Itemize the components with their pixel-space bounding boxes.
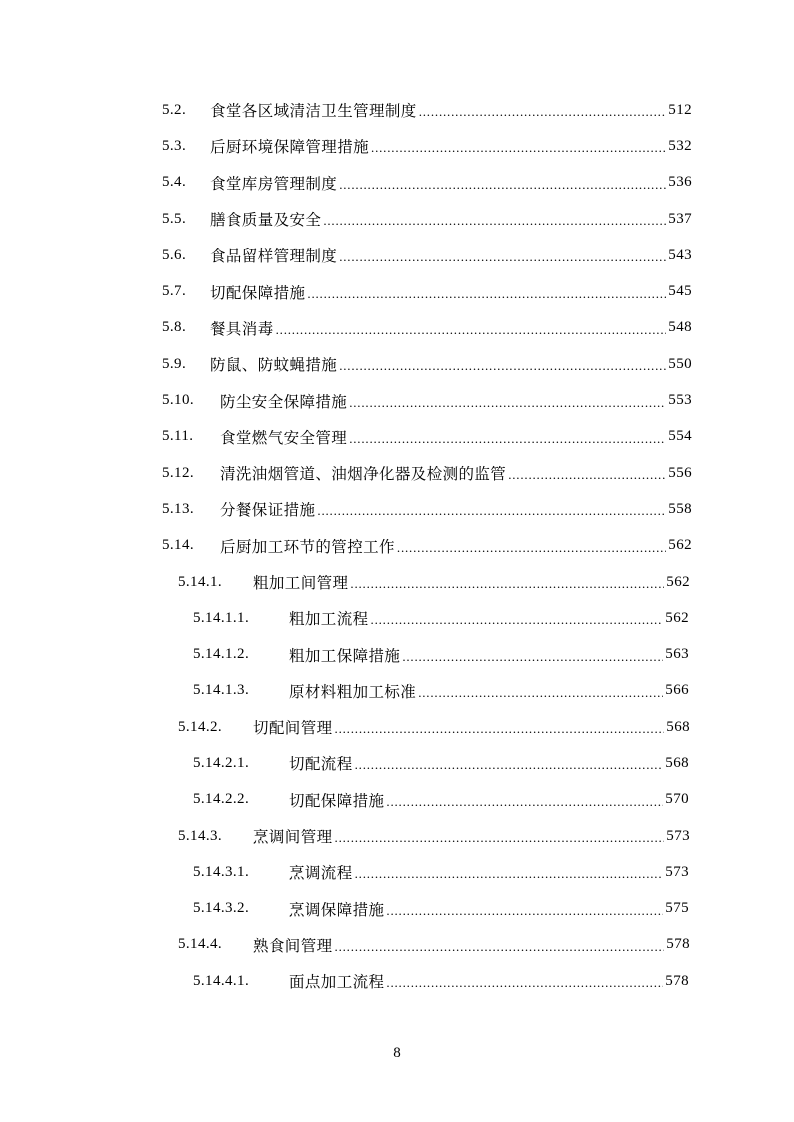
toc-entry-number: 5.6.	[162, 246, 187, 263]
toc-entry-number: 5.14.4.	[178, 936, 223, 953]
toc-entry-page: 532	[668, 137, 692, 154]
toc-entry-title: 防鼠、防蚊蝇措施	[210, 356, 338, 375]
toc-entry[interactable]	[0, 382, 692, 418]
toc-entry-title: 防尘安全保障措施	[220, 392, 348, 411]
page-number: 8	[393, 1045, 401, 1061]
toc-entry-title: 后厨加工环节的管控工作	[220, 537, 395, 556]
toc-entry-page: 562	[666, 573, 690, 590]
toc-entry-title: 粗加工保障措施	[289, 646, 401, 665]
toc-entry-page: 568	[665, 754, 689, 771]
toc-entry-number: 5.14.	[162, 537, 194, 554]
toc-entry[interactable]	[0, 237, 692, 273]
toc-entry-number: 5.14.3.	[178, 827, 223, 844]
toc-entry-page: 548	[668, 319, 692, 336]
toc-dot-leader	[335, 721, 665, 737]
table-of-contents	[0, 92, 794, 999]
toc-entry[interactable]	[0, 92, 692, 128]
toc-entry-title: 食堂库房管理制度	[210, 174, 338, 193]
toc-entry-number: 5.14.2.2.	[193, 791, 250, 808]
toc-entry-page: 550	[668, 355, 692, 372]
toc-entry-page: 568	[666, 718, 690, 735]
toc-entry-page: 573	[665, 863, 689, 880]
toc-entry[interactable]	[0, 564, 690, 600]
toc-entry[interactable]	[0, 927, 690, 963]
toc-dot-leader	[371, 612, 664, 628]
toc-entry-number: 5.9.	[162, 355, 187, 372]
toc-entry-page: 575	[665, 900, 689, 917]
toc-entry[interactable]	[0, 165, 692, 201]
toc-entry-number: 5.13.	[162, 500, 194, 517]
toc-entry-number: 5.3.	[162, 137, 187, 154]
toc-entry-number: 5.14.2.	[178, 718, 223, 735]
toc-entry[interactable]	[0, 636, 689, 672]
toc-dot-leader	[355, 757, 664, 773]
toc-entry[interactable]	[0, 528, 692, 564]
toc-entry[interactable]	[0, 491, 692, 527]
toc-entry-title: 清洗油烟管道、油烟净化器及检测的监管	[220, 465, 507, 484]
toc-entry[interactable]	[0, 854, 689, 890]
toc-entry-title: 食品留样管理制度	[210, 247, 338, 266]
toc-entry-title: 切配保障措施	[210, 283, 306, 302]
toc-entry-page: 573	[666, 827, 690, 844]
toc-entry[interactable]	[0, 600, 689, 636]
toc-entry[interactable]	[0, 891, 689, 927]
toc-entry[interactable]	[0, 201, 692, 237]
toc-entry[interactable]	[0, 273, 692, 309]
toc-entry-number: 5.14.4.1.	[193, 972, 250, 989]
toc-entry-number: 5.14.2.1.	[193, 754, 250, 771]
toc-dot-leader	[371, 140, 666, 156]
toc-entry-title: 烹调间管理	[253, 828, 333, 847]
toc-dot-leader	[349, 431, 666, 447]
toc-dot-leader	[508, 467, 666, 483]
toc-entry-number: 5.14.1.2.	[193, 646, 250, 663]
toc-entry-title: 面点加工流程	[289, 973, 385, 992]
toc-dot-leader	[350, 576, 664, 592]
toc-entry-page: 578	[665, 972, 689, 989]
toc-dot-leader	[419, 104, 667, 120]
toc-entry-page: 537	[668, 210, 692, 227]
toc-dot-leader	[339, 249, 666, 265]
toc-entry-title: 分餐保证措施	[220, 501, 316, 520]
toc-entry-page: 563	[665, 646, 689, 663]
toc-entry-page: 536	[668, 174, 692, 191]
toc-entry-title: 烹调保障措施	[289, 900, 385, 919]
toc-entry[interactable]	[0, 709, 690, 745]
toc-dot-leader	[323, 213, 666, 229]
toc-entry-number: 5.14.1.	[178, 573, 223, 590]
toc-entry-page: 543	[668, 246, 692, 263]
toc-entry-title: 粗加工流程	[289, 610, 369, 629]
toc-entry-title: 后厨环境保障管理措施	[210, 138, 370, 157]
toc-entry-page: 512	[668, 101, 692, 118]
toc-dot-leader	[386, 794, 663, 810]
toc-entry[interactable]	[0, 419, 692, 455]
toc-entry-page: 553	[668, 392, 692, 409]
toc-dot-leader	[397, 540, 666, 556]
toc-entry[interactable]	[0, 310, 692, 346]
toc-dot-leader	[276, 322, 667, 338]
toc-entry-page: 545	[668, 283, 692, 300]
toc-dot-leader	[335, 939, 665, 955]
toc-entry-title: 切配保障措施	[289, 791, 385, 810]
toc-dot-leader	[317, 503, 666, 519]
toc-entry-title: 切配间管理	[253, 719, 333, 738]
toc-entry[interactable]	[0, 745, 689, 781]
toc-entry-title: 烹调流程	[289, 864, 353, 883]
toc-entry-number: 5.4.	[162, 174, 187, 191]
toc-dot-leader	[355, 866, 664, 882]
toc-entry-page: 562	[665, 609, 689, 626]
toc-entry-number: 5.8.	[162, 319, 187, 336]
toc-entry-page: 554	[668, 428, 692, 445]
toc-entry-title: 熟食间管理	[253, 936, 333, 955]
toc-entry-page: 556	[668, 464, 692, 481]
toc-entry-page: 566	[665, 682, 689, 699]
toc-entry-title: 粗加工间管理	[253, 574, 349, 592]
toc-dot-leader	[418, 685, 663, 701]
toc-entry-page: 558	[668, 500, 692, 517]
toc-entry-title: 食堂各区域清洁卫生管理制度	[210, 102, 417, 121]
toc-entry-number: 5.12.	[162, 464, 194, 481]
toc-entry-title: 食堂燃气安全管理	[220, 428, 348, 447]
toc-entry-number: 5.7.	[162, 283, 187, 300]
toc-dot-leader	[386, 975, 663, 991]
toc-entry-number: 5.14.3.1.	[193, 863, 250, 880]
toc-entry[interactable]	[0, 782, 689, 818]
toc-entry[interactable]	[0, 963, 689, 999]
toc-entry-page: 562	[668, 537, 692, 554]
toc-entry-page: 578	[666, 936, 690, 953]
toc-entry[interactable]	[0, 818, 690, 854]
toc-entry[interactable]	[0, 128, 692, 164]
toc-entry-number: 5.14.1.1.	[193, 609, 250, 626]
toc-entry-number: 5.2.	[162, 101, 187, 118]
toc-entry-title: 原材料粗加工标准	[289, 682, 417, 701]
toc-dot-leader	[349, 395, 666, 411]
toc-dot-leader	[386, 903, 663, 919]
toc-entry[interactable]	[0, 673, 689, 709]
toc-entry-number: 5.5.	[162, 210, 187, 227]
toc-dot-leader	[339, 177, 666, 193]
toc-entry-number: 5.11.	[162, 428, 194, 445]
toc-dot-leader	[402, 649, 663, 665]
toc-entry-number: 5.14.3.2.	[193, 900, 250, 917]
toc-entry[interactable]	[0, 455, 692, 491]
toc-dot-leader	[339, 358, 666, 374]
toc-entry-title: 切配流程	[289, 755, 353, 774]
toc-dot-leader	[307, 286, 666, 302]
toc-entry-number: 5.14.1.3.	[193, 682, 250, 699]
toc-entry-number: 5.10.	[162, 392, 194, 409]
toc-dot-leader	[335, 830, 665, 846]
toc-entry-title: 餐具消毒	[210, 319, 274, 338]
toc-entry[interactable]	[0, 346, 692, 382]
toc-entry-title: 膳食质量及安全	[210, 211, 322, 230]
toc-entry-page: 570	[665, 791, 689, 808]
